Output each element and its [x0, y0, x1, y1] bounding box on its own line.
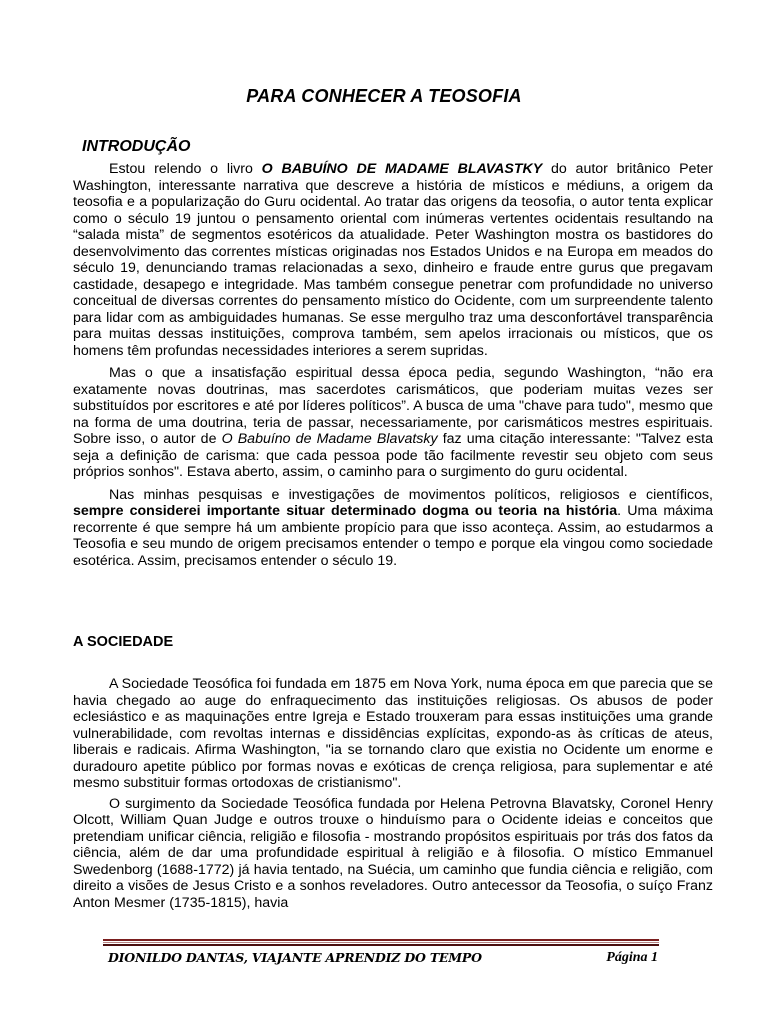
paragraph [73, 365, 713, 481]
paragraph: A Sociedade Teosófica foi fundada em 1875 em Nova York, numa época em que parecia que se havia chegado ao auge do enfraquecimento das instituições religiosas. Os abusos de poder eclesiástico e as maquinações entre Igreja e Estado trouxeram para essas instituições uma grande vulnerabilidade, com revoltas internas e dissidências explícitas, expondo-as às críticas de ateus, liberais e radicais. Afirma Washington, "ia se tornando claro que existia no Ocidente um enorme e duradouro apetite público por formas novas e exóticas de crença religiosa, para suplementar e até mesmo substituir formas ortodoxas de cristianismo". [73, 676, 713, 791]
intro-section-body [73, 161, 713, 569]
text-run: do autor britânico Peter Washington, interessante narrativa que descreve a história de místicos e médiuns, a origem da teosofia e a popularização do Guru ocidental. Ao tratar das origens da teosofia, o autor tenta explicar como o século 19 juntou o pensamento oriental com inúmeras vertentes ocidentais resultando na “salada mista” de segmentos esotéricos da atualidade. Peter Washington mostra os bastidores do desenvolvimento das correntes místicas originadas nos Estados Unidos e na Europa em meados do século 19, denunciando tramas relacionadas a sexo, dinheiro e fraude entre gurus que pregavam castidade, desapego e integridade. Mas também consegue penetrar com profundidade no universo conceitual de diversas correntes do pensamento místico do Ocidente, com um surpreendente talento para lidar com as ambiguidades humanas. Se esse mergulho traz uma desconfortável transparência para muitas dessas instituições, comprova também, sem apelos irracionais ou místicos, que os homens têm profundas necessidades interiores a serem supridas. [73, 161, 714, 359]
text-run: Estou relendo o livro [109, 161, 262, 177]
page-number: Página 1 [606, 950, 658, 965]
page-title: PARA CONHECER A TEOSOFIA [246, 86, 522, 106]
footer-author: DIONILDO DANTAS, VIAJANTE APRENDIZ DO TEMPO [108, 950, 482, 965]
text-run: faz uma citação interessante: "Talvez esta seja a definição de carisma: que cada pessoa pode tão facilmente revestir seu objeto com seus próprios sonhos". Estava aberto, assim, o caminho para o surgimento do guru ocidental. [73, 431, 714, 480]
text-run: . Uma máxima recorrente é que sempre há um ambiente propício para que isso aconteça. Assim, ao estudarmos a Teosofia e seu mundo de origem precisamos entender o tempo e porque ela vingou como sociedade esotérica. Assim, precisamos entender o século 19. [73, 503, 713, 569]
book-title: O BABUÍNO DE MADAME BLAVASTKY [261, 161, 543, 177]
section-heading-sociedade: A SOCIEDADE [73, 634, 174, 650]
text-run: Mas o que a insatisfação espiritual dessa época pedia, segundo Washington, “não era exatamente novas doutrinas, mas sacerdotes carismáticos, que poderiam muitas vezes ser substituídos por escritores e até por líderes políticos”. A busca de uma "chave para tudo", mesmo que na forma de uma doutrina, teria de passar, necessariamente, por carismáticos mestres espirituais. Sobre isso, o autor de [73, 365, 713, 447]
paragraph: O surgimento da Sociedade Teosófica fundada por Helena Petrovna Blavatsky, Coronel Henry Olcott, William Quan Judge e outros trouxe o hinduísmo para o Ocidente ideias e conceitos que pretendiam unificar ciência, religião e filosofia - mostrando propósitos espirituais por trás dos fatos da ciência, além de dar uma profundidade espiritual à religião e à filosofia. O místico Emmanuel Swedenborg (1688-1772) já havia tentado, na Suécia, um caminho que fundia ciência e religião, com direito a visões de Jesus Cristo e a sonhos reveladores. Outro antecessor da Teosofia, o suíço Franz Anton Mesmer (1735-1815), havia [73, 795, 713, 911]
paragraph [73, 487, 713, 570]
section-heading-introducao: INTRODUÇÃO [82, 138, 191, 155]
bold-emphasis: sempre considerei importante situar determinado dogma ou teoria na história [73, 503, 618, 519]
book-title: O Babuíno de Madame Blavatsky [221, 431, 438, 447]
paragraph [73, 161, 713, 359]
footer-divider [103, 939, 659, 946]
society-section-body [73, 676, 713, 911]
text-run: Nas minhas pesquisas e investigações de movimentos políticos, religiosos e científicos, [109, 486, 713, 503]
